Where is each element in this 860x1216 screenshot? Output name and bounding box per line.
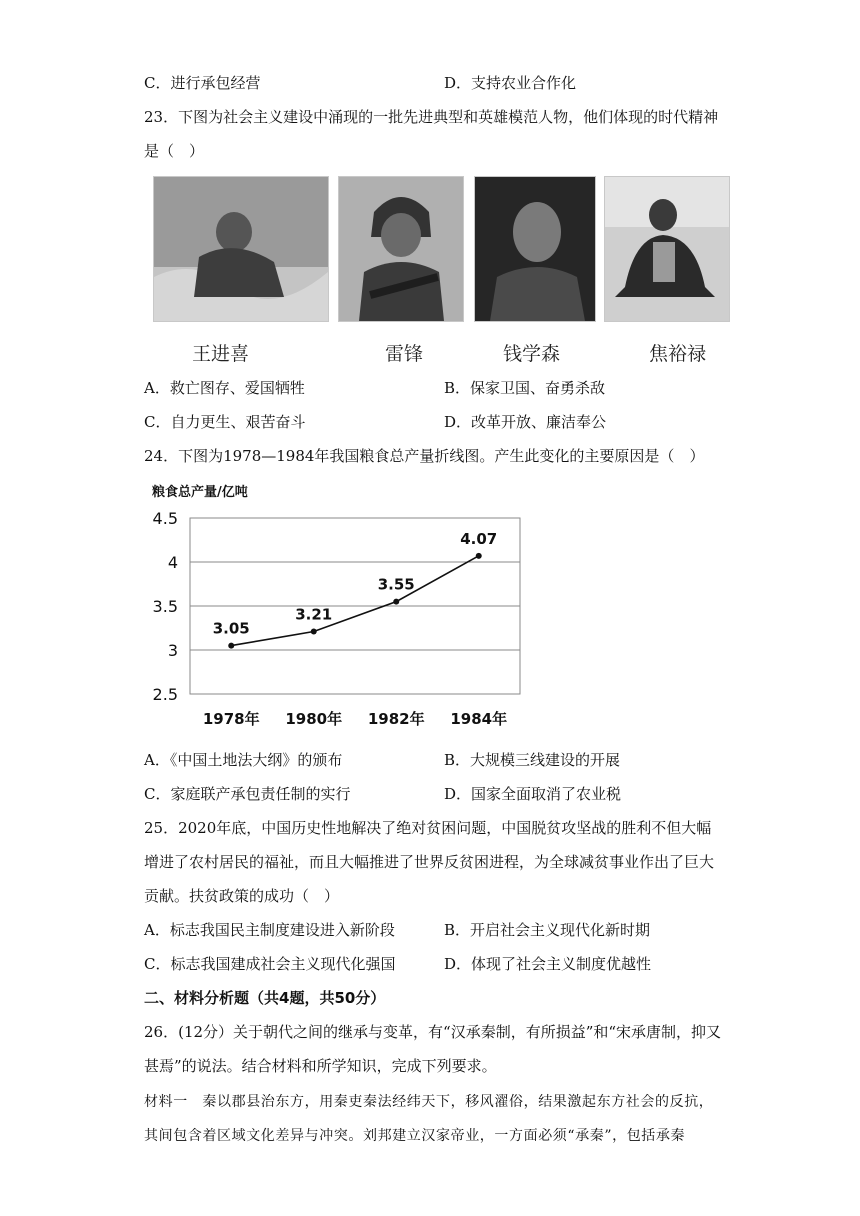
q25-option-b: B．开启社会主义现代化新时期 xyxy=(444,921,651,939)
q24-option-d: D．国家全面取消了农业税 xyxy=(444,785,622,803)
data-point xyxy=(476,553,482,559)
caption-lei-feng: 雷锋 xyxy=(385,343,424,365)
data-point xyxy=(393,599,399,605)
q26-material-line2: 其间包含着区域文化差异与冲突。刘邦建立汉家帝业，一方面必须“承秦”，包括承秦 xyxy=(144,1128,686,1144)
q23-stem-line1: 23．下图为社会主义建设中涌现的一批先进典型和英雄模范人物，他们体现的时代精神 xyxy=(144,108,719,126)
y-axis-label: 粮食总产量/亿吨 xyxy=(152,485,248,500)
data-label: 3.21 xyxy=(295,605,333,624)
q26-material-line1: 材料一 秦以郡县治东方，用秦吏秦法经纬天下，移风濯俗，结果激起东方社会的反抗， xyxy=(144,1094,714,1110)
y-tick-label: 4 xyxy=(167,553,178,572)
q23-stem-line2: 是（ ） xyxy=(144,142,205,160)
q24-option-a: A．《中国土地法大纲》的颁布 xyxy=(144,751,343,769)
q24-stem: 24．下图为1978—1984年我国粮食总产量折线图。产生此变化的主要原因是（ ） xyxy=(144,447,705,465)
q25-stem-line1: 25．2020年底，中国历史性地解决了绝对贫困问题，中国脱贫攻坚战的胜利不但大幅 xyxy=(144,819,712,837)
q25-stem-line2: 增进了农村居民的福祉，而且大幅推进了世界反贫困进程，为全球减贫事业作出了巨大 xyxy=(144,853,715,871)
data-point xyxy=(228,643,234,649)
y-tick-label: 3.5 xyxy=(152,597,178,616)
photo-jiao-yulu xyxy=(604,176,730,322)
x-tick-label: 1982年 xyxy=(367,710,425,728)
q26-stem-line1: 26．(12分）关于朝代之间的继承与变革，有“汉承秦制，有所损益”和“宋承唐制，抑又 xyxy=(144,1023,722,1041)
data-label: 4.07 xyxy=(460,529,498,548)
x-tick-label: 1984年 xyxy=(450,710,508,728)
q22-option-d: D．支持农业合作化 xyxy=(444,74,577,92)
x-tick-label: 1978年 xyxy=(202,710,260,728)
data-label: 3.05 xyxy=(212,619,250,638)
grain-output-line-chart xyxy=(144,480,544,730)
section2-heading: 二、材料分析题（共4题，共50分） xyxy=(144,989,386,1007)
photo-lei-feng xyxy=(338,176,464,322)
q23-option-d: D．改革开放、廉洁奉公 xyxy=(444,413,607,431)
q25-option-d: D．体现了社会主义制度优越性 xyxy=(444,955,652,973)
x-tick-label: 1980年 xyxy=(285,710,343,728)
caption-jiao-yulu: 焦裕禄 xyxy=(649,343,707,365)
q24-option-c: C．家庭联产承包责任制的实行 xyxy=(144,785,351,803)
caption-wang-jinxi: 王进喜 xyxy=(192,343,250,365)
y-tick-label: 3 xyxy=(167,641,178,660)
q26-stem-line2: 甚焉”的说法。结合材料和所学知识，完成下列要求。 xyxy=(144,1057,497,1075)
data-point xyxy=(311,629,317,635)
q25-stem-line3: 贡献。扶贫政策的成功（ ） xyxy=(144,887,340,905)
q24-option-b: B．大规模三线建设的开展 xyxy=(444,751,621,769)
y-tick-label: 2.5 xyxy=(152,685,178,704)
q25-option-c: C．标志我国建成社会主义现代化强国 xyxy=(144,955,396,973)
q23-option-c: C．自力更生、艰苦奋斗 xyxy=(144,413,306,431)
q22-option-c: C．进行承包经营 xyxy=(144,74,261,92)
series-line xyxy=(231,556,479,646)
y-tick-label: 4.5 xyxy=(152,509,178,528)
photo-wang-jinxi xyxy=(153,176,329,322)
photo-qian-xuesen xyxy=(474,176,596,322)
q23-option-a: A．救亡图存、爱国牺牲 xyxy=(144,379,305,397)
data-label: 3.55 xyxy=(377,575,415,594)
q25-option-a: A．标志我国民主制度建设进入新阶段 xyxy=(144,921,395,939)
q23-option-b: B．保家卫国、奋勇杀敌 xyxy=(444,379,606,397)
caption-qian-xuesen: 钱学森 xyxy=(503,343,561,365)
